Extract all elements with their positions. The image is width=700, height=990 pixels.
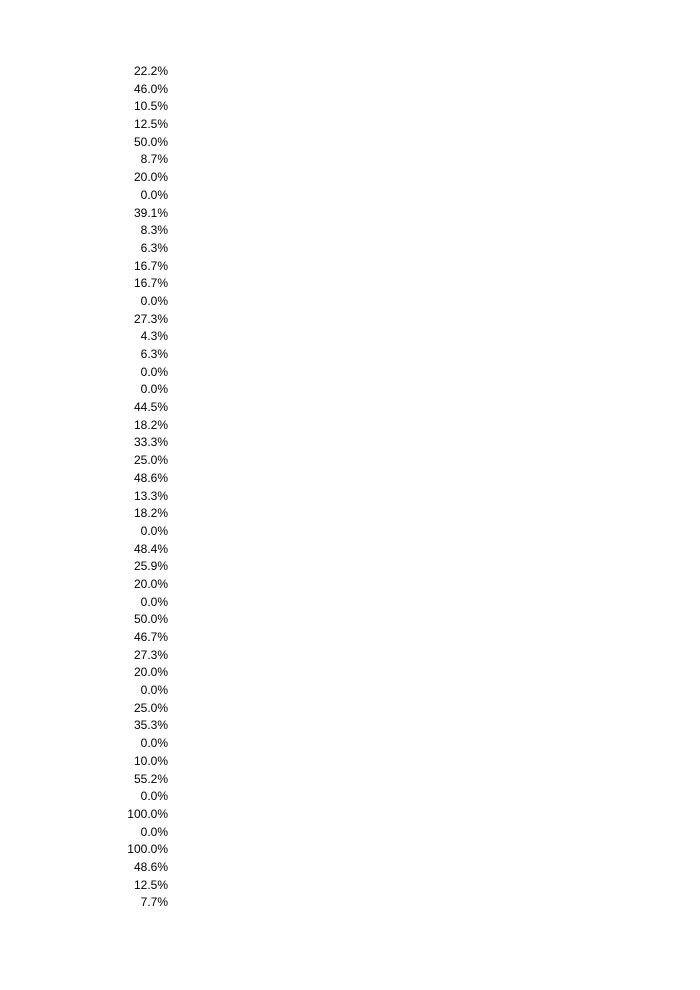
percent-cell: 100.0% <box>127 806 168 821</box>
percent-cell: 0.0% <box>140 382 168 397</box>
percent-cell: 0.0% <box>140 736 168 751</box>
percent-cell: 44.5% <box>133 400 168 415</box>
percent-cell: 0.0% <box>140 824 168 839</box>
percent-cell: 7.7% <box>140 895 168 910</box>
percent-cell: 0.0% <box>140 364 168 379</box>
percent-cell: 20.0% <box>133 170 168 185</box>
percent-cell: 0.0% <box>140 293 168 308</box>
percent-cell: 48.4% <box>133 541 168 556</box>
percent-cell: 18.2% <box>133 506 168 521</box>
percent-column <box>110 63 168 912</box>
percent-cell: 33.3% <box>133 435 168 450</box>
percent-cell: 20.0% <box>133 576 168 591</box>
percent-cell: 39.1% <box>133 205 168 220</box>
percent-cell: 50.0% <box>133 134 168 149</box>
percent-cell: 48.6% <box>133 470 168 485</box>
percent-cell: 100.0% <box>127 842 168 857</box>
percent-cell: 25.0% <box>133 700 168 715</box>
percent-cell: 16.7% <box>133 276 168 291</box>
percent-cell: 48.6% <box>133 859 168 874</box>
percent-cell: 12.5% <box>133 877 168 892</box>
percent-cell: 0.0% <box>140 523 168 538</box>
percent-cell: 0.0% <box>140 187 168 202</box>
percent-cell: 25.0% <box>133 453 168 468</box>
percent-cell: 20.0% <box>133 665 168 680</box>
percent-cell: 27.3% <box>133 647 168 662</box>
percent-cell: 8.7% <box>140 152 168 167</box>
percent-cell: 0.0% <box>140 683 168 698</box>
percent-cell: 35.3% <box>133 718 168 733</box>
percent-cell: 46.7% <box>133 630 168 644</box>
percent-cell: 18.2% <box>133 417 168 432</box>
percent-cell: 13.3% <box>133 488 168 503</box>
percent-cell: 27.3% <box>133 311 168 326</box>
percent-cell: 6.3% <box>140 240 168 255</box>
percent-cell: 0.0% <box>140 789 168 804</box>
percent-cell: 16.7% <box>133 258 168 273</box>
percent-cell: 22.2% <box>133 64 168 78</box>
percent-cell: 6.3% <box>140 347 168 361</box>
percent-cell: 10.5% <box>133 99 168 114</box>
percent-cell: 12.5% <box>133 117 168 132</box>
percent-cell: 50.0% <box>133 612 168 627</box>
percent-cell: 46.0% <box>133 81 168 96</box>
percent-cell: 10.0% <box>133 753 168 768</box>
percent-cell: 4.3% <box>140 329 168 344</box>
percent-cell: 0.0% <box>140 594 168 609</box>
percent-cell: 8.3% <box>140 223 168 238</box>
percent-cell: 55.2% <box>133 771 168 786</box>
percent-cell: 25.9% <box>133 559 168 574</box>
